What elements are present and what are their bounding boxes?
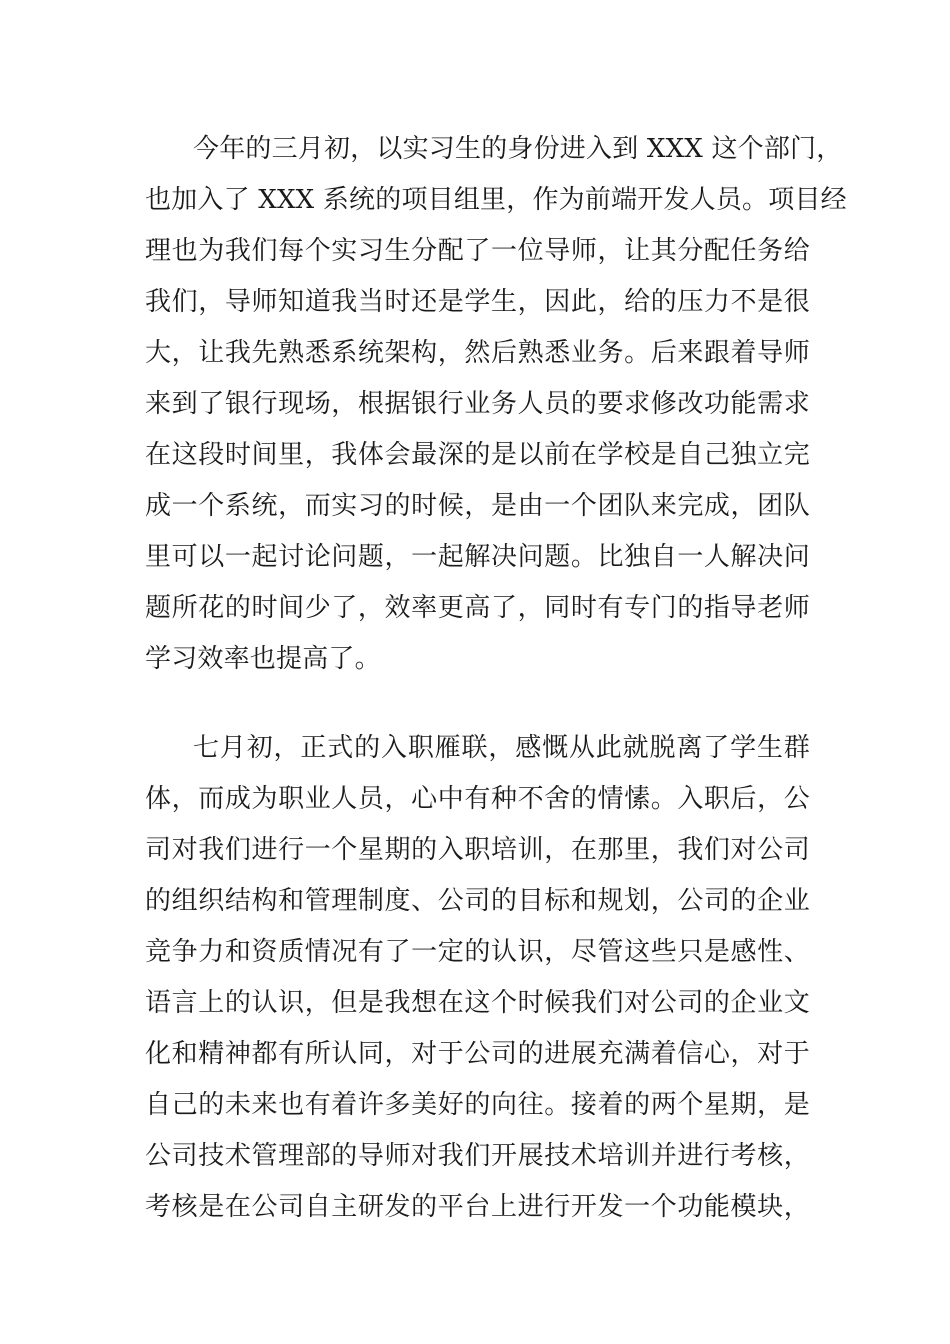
text-line: 自己的未来也有着许多美好的向往。接着的两个星期，是 [145,1090,810,1120]
text-line: 学习效率也提高了。 [145,644,381,674]
text-line: 成一个系统，而实习的时候，是由一个团队来完成，团队 [145,491,810,521]
text-line: 里可以一起讨论问题，一起解决问题。比独自一人解决问 [145,542,810,572]
paragraph-onboarding [145,723,810,1233]
text-line: 公司技术管理部的导师对我们开展技术培训并进行考核， [145,1141,810,1171]
text-line: 我们，导师知道我当时还是学生，因此，给的压力不是很 [145,287,810,317]
text-line: 今年的三月初，以实习生的身份进入到 XXX 这个部门， [193,134,843,164]
text-line: 理也为我们每个实习生分配了一位导师，让其分配任务给 [145,236,810,266]
text-line: 来到了银行现场，根据银行业务人员的要求修改功能需求 [145,389,810,419]
text-line: 的组织结构和管理制度、公司的目标和规划，公司的企业 [145,886,810,916]
paragraph-internship [145,124,847,685]
text-line: 也加入了 XXX 系统的项目组里，作为前端开发人员。项目经 [145,185,847,215]
text-line: 在这段时间里，我体会最深的是以前在学校是自己独立完 [145,440,810,470]
text-line: 体，而成为职业人员，心中有种不舍的情愫。入职后，公 [145,784,810,814]
text-line: 七月初，正式的入职雁联，感慨从此就脱离了学生群 [193,733,810,763]
text-line: 化和精神都有所认同，对于公司的进展充满着信心，对于 [145,1039,810,1069]
text-line: 题所花的时间少了，效率更高了，同时有专门的指导老师 [145,593,810,623]
text-line: 司对我们进行一个星期的入职培训，在那里，我们对公司 [145,835,810,865]
text-line: 竞争力和资质情况有了一定的认识，尽管这些只是感性、 [145,937,810,967]
text-line: 大，让我先熟悉系统架构，然后熟悉业务。后来跟着导师 [145,338,810,368]
text-line: 考核是在公司自主研发的平台上进行开发一个功能模块， [145,1192,810,1222]
text-line: 语言上的认识，但是我想在这个时候我们对公司的企业文 [145,988,810,1018]
